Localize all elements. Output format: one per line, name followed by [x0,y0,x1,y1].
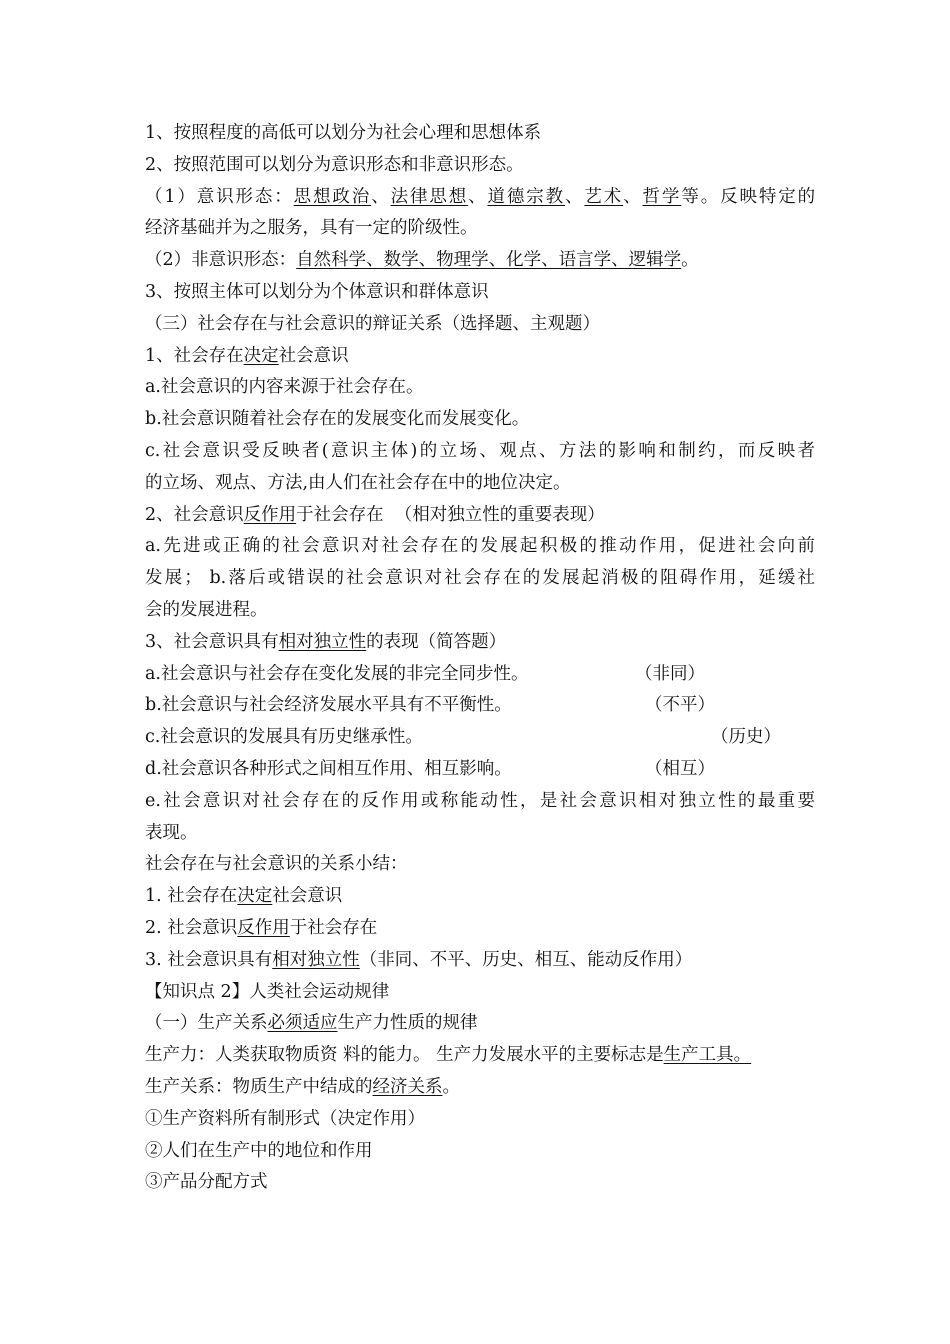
text-line: a.社会意识的内容来源于社会存在。 [145,377,424,398]
text-segment: d.社会意识各种形式之间相互作用、相互影响。 [145,758,512,779]
underlined-term: 决定 [237,886,273,907]
text-segment: 生产力性质的规律 [337,1013,478,1034]
text-line: a.先进或正确的社会意识对社会存在的发展起积极的推动作用，促进社会向前 [145,536,815,557]
mnemonic-tag: （相互） [645,758,715,779]
text-segment: 2. 社会意识 [145,917,238,938]
text-line: 的立场、观点、方法,由人们在社会存在中的地位决定。 [145,472,571,493]
document-body [145,118,815,1199]
text-line [145,627,815,659]
underlined-term: 反作用 [243,504,297,525]
text-segment: b.社会意识与社会经济发展水平具有不平衡性。 [145,695,512,716]
text-segment: （一）生产关系 [145,1013,268,1034]
text-segment: 的表现（简答题） [366,631,507,652]
text-line: 表现。 [145,822,198,843]
text-segment: 2、社会意识 [145,504,244,525]
text-segment: （1）意识形态： [145,186,294,207]
text-line: c.社会意识受反映者(意识主体)的立场、观点、方法的影响和制约，而反映者 [145,440,815,461]
underlined-term: 决定 [243,345,279,366]
text-line [145,182,815,214]
text-line: 3、按照主体可以划分为个体意识和群体意识 [145,281,489,302]
text-segment: 1、社会存在 [145,345,244,366]
text-segment: （2）非意识形态： [145,250,297,271]
text-segment: 于社会存在 （相对独立性的重要表现） [296,504,605,525]
text-line [145,1040,815,1072]
text-line [145,881,815,913]
text-segment: 等。反映特定的 [681,186,815,207]
text-line [145,690,815,722]
text-segment: 社会意识 [272,886,343,907]
text-segment: 、 [565,186,585,207]
text-line: e.社会意识对社会存在的反作用或称能动性，是社会意识相对独立性的最重要 [145,790,815,811]
text-segment: 、 [468,186,488,207]
text-segment: 生产力：人类获取物质资 料的能力。 生产力发展水平的主要标志是 [145,1045,664,1066]
underlined-term: 经济关系 [372,1076,443,1097]
text-line [145,659,815,691]
mnemonic-tag: （非同） [635,663,705,684]
text-line: 会的发展进程。 [145,599,268,620]
text-line: ③产品分配方式 [145,1172,268,1193]
underlined-term: 反作用 [237,917,290,938]
underlined-term: 相对独立性 [272,949,360,970]
text-line [145,500,815,532]
text-line: 经济基础并为之服务，具有一定的阶级性。 [145,218,478,239]
text-line: 2、按照范围可以划分为意识形态和非意识形态。 [145,154,524,175]
text-line: b.社会意识随着社会存在的发展变化而发展变化。 [145,409,530,430]
text-segment: 、 [623,186,643,207]
underlined-term: 道德宗教 [487,186,565,207]
text-line [145,341,815,373]
text-segment: 于社会存在 [289,917,378,938]
text-segment: 、 [371,186,391,207]
text-segment: 。 [442,1076,460,1097]
underlined-term: 哲学 [642,186,682,207]
underlined-term: 必须适应 [267,1013,338,1034]
text-line [145,1072,815,1104]
text-segment: （非同、不平、历史、相互、能动反作用） [359,949,693,970]
text-segment: c.社会意识的发展具有历史继承性。 [145,727,423,748]
text-line: 1、按照程度的高低可以划分为社会心理和思想体系 [145,123,542,143]
text-segment: a.社会意识与社会存在变化发展的非完全同步性。 [145,663,529,684]
text-line [145,1008,815,1040]
underlined-term: 相对独立性 [278,631,367,652]
text-line: ①生产资料所有制形式（决定作用） [145,1108,425,1129]
text-line [145,913,815,945]
text-segment: 1. 社会存在 [145,886,238,907]
underlined-term: 思想政治 [293,186,372,207]
underlined-term: 法律思想 [390,186,469,207]
underlined-term: 艺术 [584,186,624,207]
text-segment: 。 [681,250,699,271]
underlined-term: 生产工具。 [663,1045,752,1066]
text-segment: 生产关系：物质生产中结成的 [145,1076,373,1097]
text-segment: 3. 社会意识具有 [145,949,273,970]
text-line [145,945,815,977]
text-line [145,245,815,277]
section-heading: （三）社会存在与社会意识的辩证关系（选择题、主观题） [145,313,600,334]
mnemonic-tag: （历史） [711,727,781,748]
mnemonic-tag: （不平） [645,695,715,716]
text-line [145,722,815,754]
text-line [145,754,815,786]
text-line: ②人们在生产中的地位和作用 [145,1140,373,1161]
section-heading: 【知识点 2】人类社会运动规律 [145,981,390,1002]
underlined-term: 自然科学、数学、物理学、化学、语言学、逻辑学 [296,250,682,271]
text-segment: 3、社会意识具有 [145,631,279,652]
text-line: 社会存在与社会意识的关系小结： [145,854,408,875]
text-segment: 社会意识 [278,345,349,366]
text-line: 发展； b.落后或错误的社会意识对社会存在的发展起消极的阻碍作用，延缓社 [145,568,815,589]
